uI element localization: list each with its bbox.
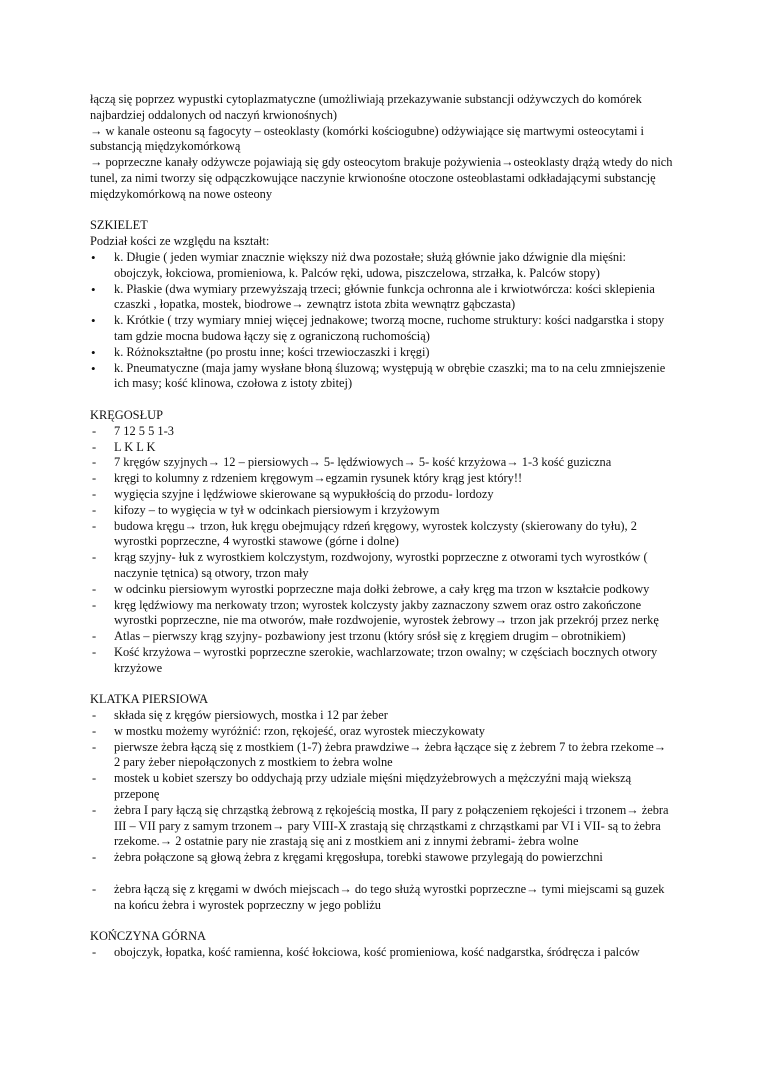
- intro-paragraph: → poprzeczne kanały odżywcze pojawiają się gdy osteocytom brakuje pożywienia→osteoklasty drążą wtedy do nich tunel, za nimi tworzy się odpączkowujące naczynie krwionośne otoczone osteoblastami odkładającymi substancję międzykomórkową na nowe osteony: [90, 155, 673, 201]
- list-item: • k. Długie ( jeden wymiar znacznie większy niż dwa pozostałe; służą głównie jako dźwignie dla mięśni: obojczyk, łokciowa, promieniowa, k. Palców ręki, udowa, piszczelowa, strzałka, k. Palców stopy): [90, 250, 675, 282]
- intro-paragraph: → w kanale osteonu są fagocyty – osteoklasty (komórki kościogubne) odżywiające się martwymi osteocytami i substancją międzykomórkową: [90, 123, 644, 154]
- list-item: - budowa kręgu→ trzon, łuk kręgu obejmujący rdzeń kręgowy, wyrostek kolczysty (skierowany do tyłu), 2 wyrostki poprzeczne, 4 wyrostki stawowe (górne i dolne): [90, 519, 675, 551]
- list-item: - kifozy – to wygięcia w tył w odcinkach piersiowym i krzyżowym: [90, 503, 675, 519]
- list-item: - kręg lędźwiowy ma nerkowaty trzon; wyrostek kolczysty jakby zaznaczony szwem oraz ostro zakończone wyrostki poprzeczne, nie ma otworów, małe rozdwojenie, wyrostek żebrowy→ trzon jak przekrój przez nerkę: [90, 598, 675, 630]
- list-item: • k. Krótkie ( trzy wymiary mniej więcej jednakowe; tworzą mocne, ruchome struktury: kości nadgarstka i stopy tam gdzie mocna budowa łączy się z ograniczoną ruchomością): [90, 313, 675, 345]
- list-item: • k. Różnokształtne (po prostu inne; kości trzewioczaszki i kręgi): [90, 345, 675, 361]
- list-item: - żebra łączą się z kręgami w dwóch miejscach→ do tego służą wyrostki poprzeczne→ tymi miejscami są guzek na końcu żebra i wyrostek poprzeczny w jego pobliżu: [90, 882, 675, 914]
- section-heading-konczyna: KOŃCZYNA GÓRNA: [90, 929, 206, 944]
- list-item: • k. Pneumatyczne (maja jamy wysłane błoną śluzową; występują w obrębie czaszki; ma to na celu zmniejszenie ich masy; kość klinowa, czołowa z istoty zbitej): [90, 361, 675, 393]
- section-heading-szkielet: SZKIELET: [90, 218, 148, 233]
- document-page: [90, 92, 675, 961]
- list-item: - krąg szyjny- łuk z wyrostkiem kolczystym, rozdwojony, wyrostki poprzeczne z otworami tych wyrostków ( naczynie tętnica) są otwory, trzon mały: [90, 550, 675, 582]
- list-item: - w mostku możemy wyróżnić: rzon, rękojeść, oraz wyrostek mieczykowaty: [90, 724, 675, 740]
- section-subtitle: Podział kości ze względu na kształt:: [90, 234, 270, 249]
- list-item: - wygięcia szyjne i lędźwiowe skierowane są wypukłością do przodu- lordozy: [90, 487, 675, 503]
- section-heading-kregoslup: KRĘGOSŁUP: [90, 407, 163, 422]
- section-heading-klatka: KLATKA PIERSIOWA: [90, 692, 209, 707]
- list-item: - L K L K: [90, 440, 675, 456]
- list-item: - 7 12 5 5 1-3: [90, 424, 675, 440]
- list-item: - składa się z kręgów piersiowych, mostka i 12 par żeber: [90, 708, 675, 724]
- list-item: • k. Płaskie (dwa wymiary przewyższają trzeci; głównie funkcja ochronna ale i krwiotwórcza: kości sklepienia czaszki , łopatka, mostek, biodrowe→ zewnątrz istota zbita wewnątrz gąbczasta): [90, 282, 675, 314]
- list-item: - pierwsze żebra łączą się z mostkiem (1-7) żebra prawdziwe→ żebra łączące się z żebrem 7 to żebra rzekome→ 2 pary żeber niepołączonych z mostkiem to żebra wolne: [90, 740, 675, 772]
- list-item: - kręgi to kolumny z rdzeniem kręgowym→egzamin rysunek który krąg jest który!!: [90, 471, 675, 487]
- list-item: - Kość krzyżowa – wyrostki poprzeczne szerokie, wachlarzowate; trzon owalny; w częściach bocznych otwory krzyżowe: [90, 645, 675, 677]
- list-item: - Atlas – pierwszy krąg szyjny- pozbawiony jest trzonu (który srósł się z kręgiem drugim – obrotnikiem): [90, 629, 675, 645]
- list-item: - 7 kręgów szyjnych→ 12 – piersiowych→ 5- lędźwiowych→ 5- kość krzyżowa→ 1-3 kość guziczna: [90, 455, 675, 471]
- bullet-list-szkielet: [90, 250, 675, 392]
- list-item: - żebra I pary łączą się chrząstką żebrową z rękojeścią mostka, II pary z połączeniem rękojeści i trzonem→ żebra III – VII pary z samym trzonem→ pary VIII-X zrastają się chrząstkami z chrząstkami par VI i VII- są to żebra rzekome.→ 2 ostatnie pary nie zrastają się ani z mostkiem ani z innymi żebrami- żebra wolne: [90, 803, 675, 850]
- list-item: - mostek u kobiet szerszy bo oddychają przy udziale mięśni międzyżebrowych a mężczyźni mają wiekszą przeponę: [90, 771, 675, 803]
- list-item: - w odcinku piersiowym wyrostki poprzeczne maja dołki żebrowe, a cały kręg ma trzon w kształcie podkowy: [90, 582, 675, 598]
- list-item: - obojczyk, łopatka, kość ramienna, kość łokciowa, kość promieniowa, kość nadgarstka, śródręcza i palców: [90, 945, 675, 961]
- dash-list-kregoslup: [90, 424, 675, 677]
- dash-list-konczyna: [90, 945, 675, 961]
- dash-list-klatka: [90, 708, 675, 913]
- list-item: - żebra połączone są głową żebra z kręgami kręgosłupa, torebki stawowe przylegają do powierzchni: [90, 850, 675, 866]
- intro-paragraph: łączą się poprzez wypustki cytoplazmatyczne (umożliwiają przekazywanie substancji odżywczych do komórek najbardziej oddalonych od naczyń krwionośnych): [90, 92, 642, 122]
